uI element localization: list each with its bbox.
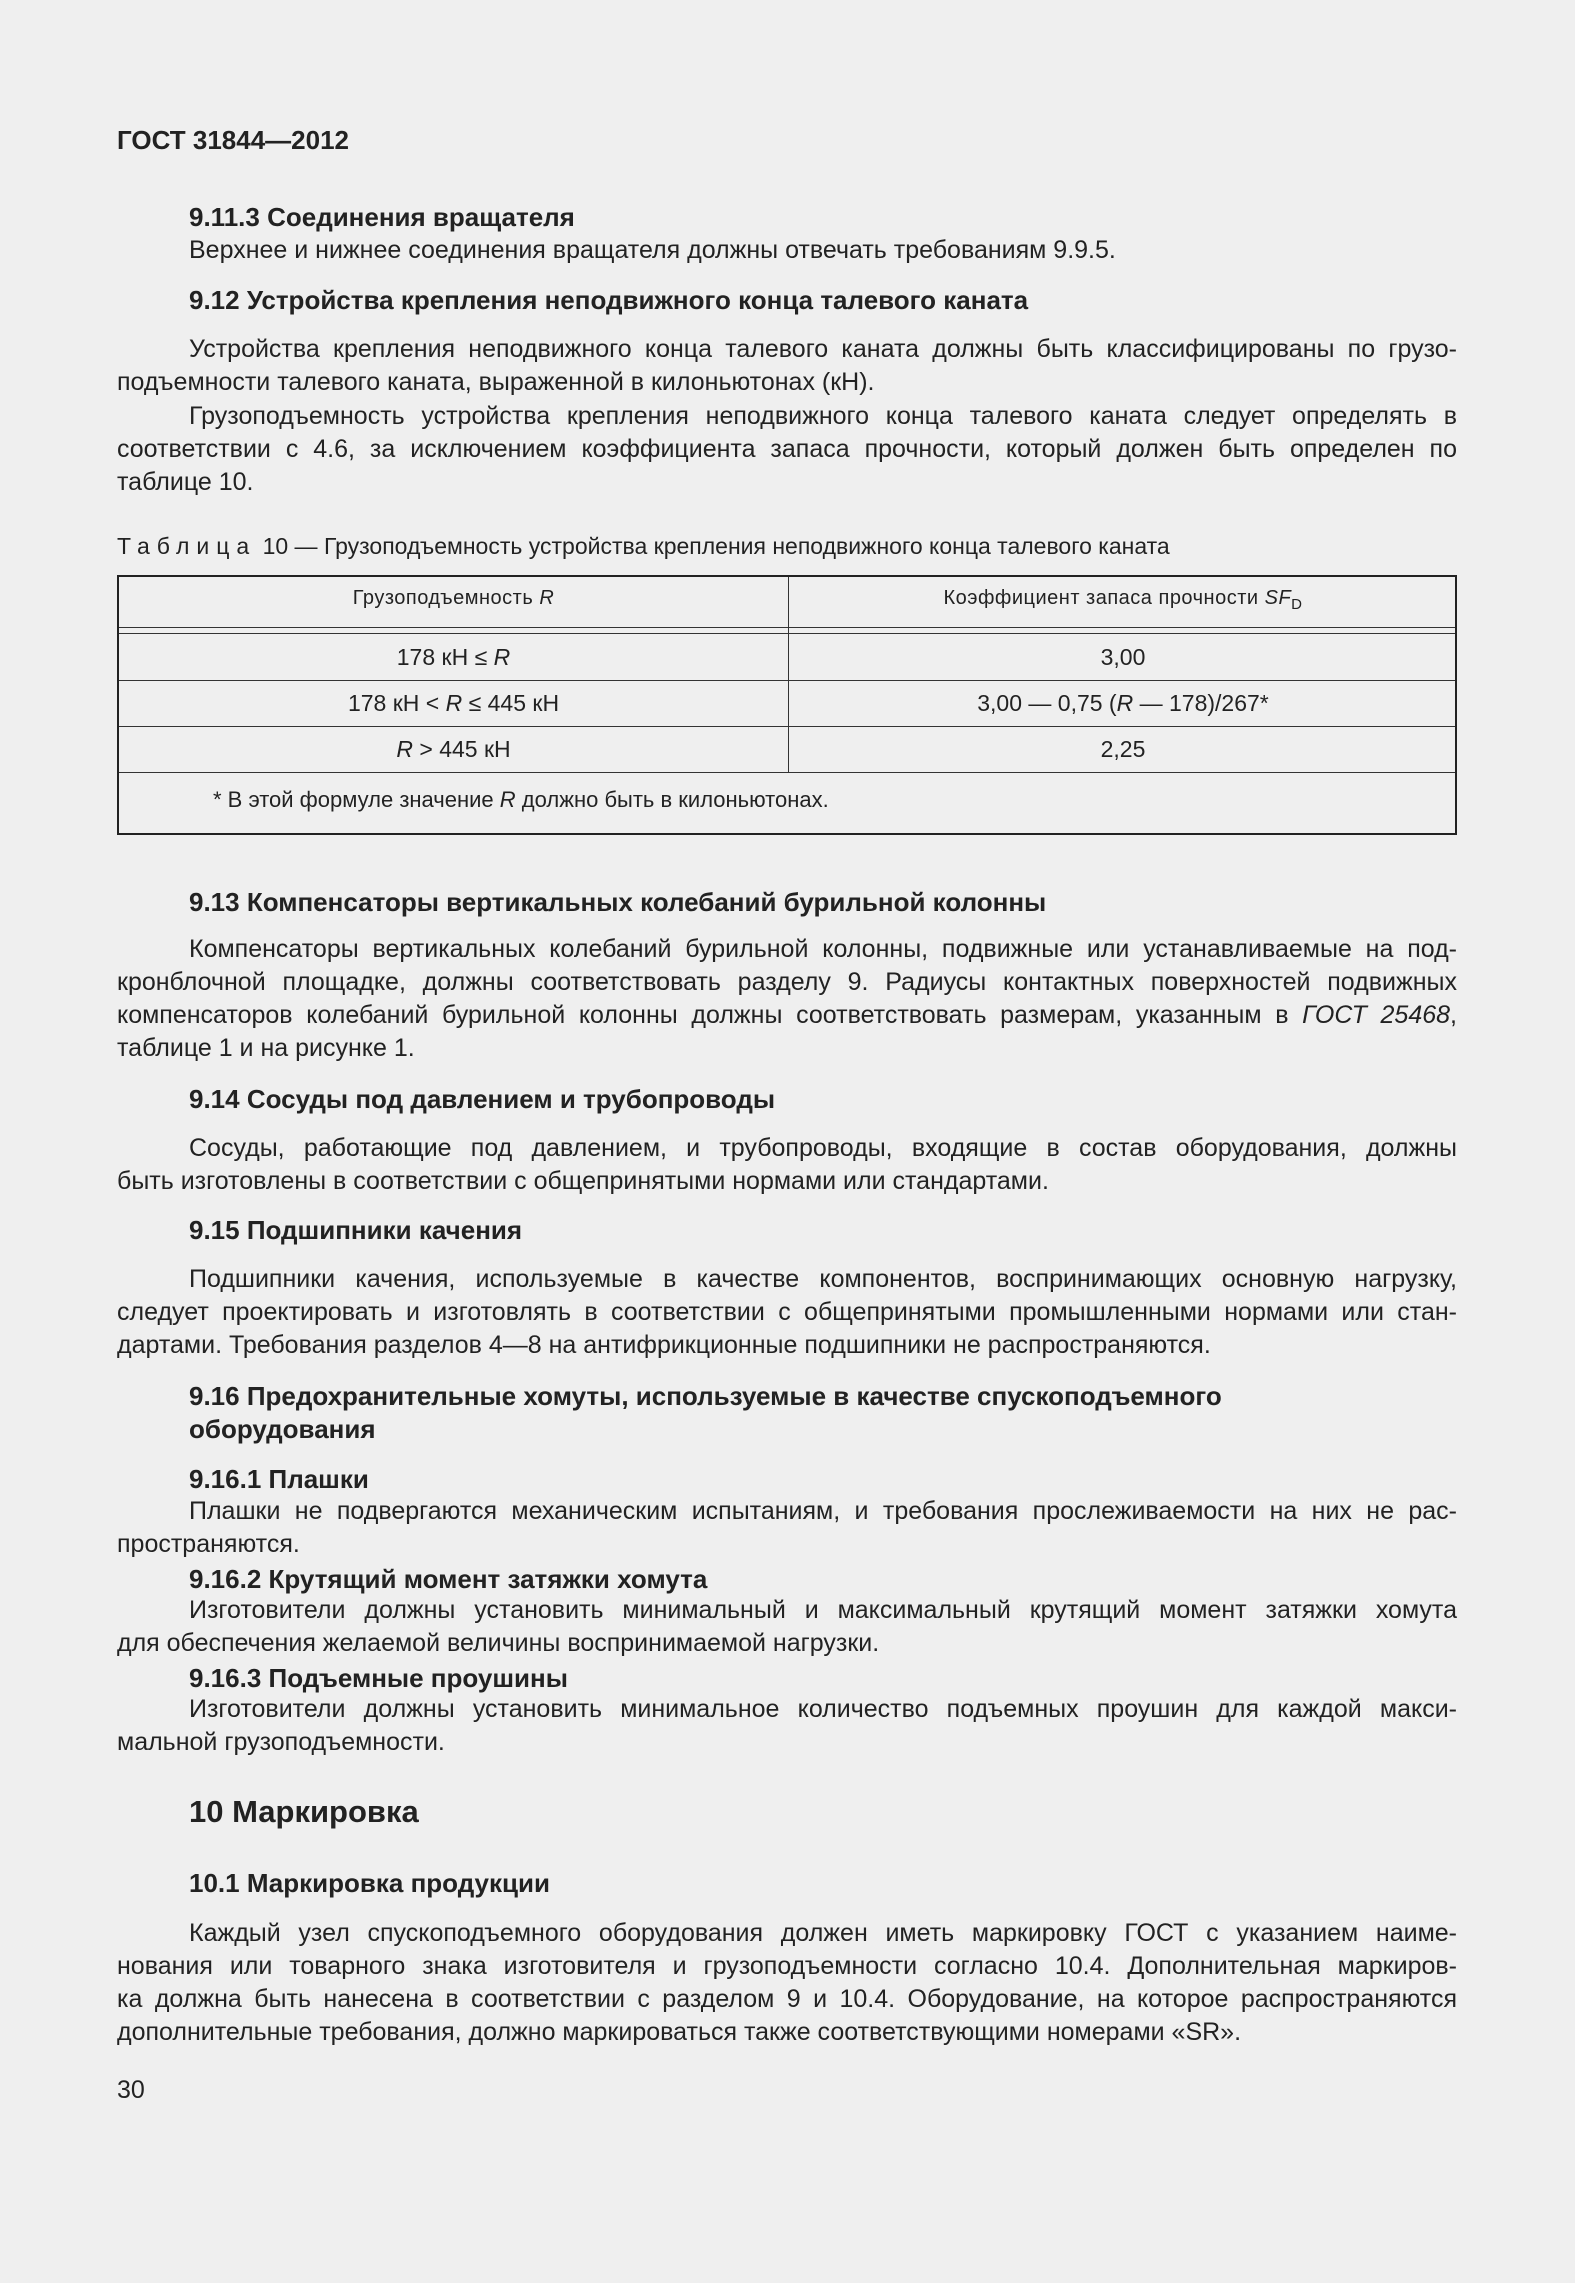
cell-text: — 178)/267* [1133,690,1269,716]
heading-9-16-3: 9.16.3 Подъемные проушины [189,1663,568,1693]
table-caption-word: Таблица [117,533,257,559]
text-line: Изготовители должны установить минимальный и максимальный крутящий момент затяжки хомута [189,1596,1457,1624]
cell-var: R [396,736,413,762]
paragraph-9-16-1 [117,1495,1457,1561]
cell-text: ≤ 445 кН [462,690,560,716]
heading-9-13: 9.13 Компенсаторы вертикальных колебаний бурильной колонны [189,887,1047,917]
heading-9-15: 9.15 Подшипники качения [189,1215,523,1245]
heading-9-14: 9.14 Сосуды под давлением и трубопроводы [189,1084,776,1114]
heading-10-1: 10.1 Маркировка продукции [189,1868,550,1898]
text-line: подъемности талевого каната, выраженной в килоньютонах (кН). [117,368,875,396]
table-cell-factor-3: 2,25 [1100,736,1146,762]
text-line: нования или товарного знака изготовителя и грузоподъемности согласно 10.4. Дополнительная маркиров- [117,1952,1457,1980]
cell-text: > 445 кН [412,736,511,762]
document-code: ГОСТ 31844—2012 [117,125,349,155]
heading-9-16-1: 9.16.1 Плашки [189,1464,369,1494]
paragraph-9-16-3 [117,1693,1457,1759]
table-footnote [213,787,829,813]
text-line: таблице 10. [117,468,254,496]
cell-var: R [1116,690,1134,716]
text-line: пространяются. [117,1530,300,1558]
header-text: Коэффициент запаса прочности [943,587,1265,609]
table-divider [119,633,1455,634]
table-divider [119,726,1455,727]
header-subscript: D [1291,596,1303,613]
text-line: соответствии с 4.6, за исключением коэффициента запаса прочности, который должен быть определен по [117,435,1457,463]
text-line: дополнительные требования, должно маркироваться также соответствующими номерами «SR». [117,2018,1242,2046]
table-divider [119,680,1455,681]
table-cell-capacity-2 [119,690,788,717]
text-line: Каждый узел спускоподъемного оборудования должен иметь маркировку ГОСТ с указанием наиме- [189,1919,1457,1947]
text-line: Сосуды, работающие под давлением, и трубопроводы, входящие в состав оборудования, должны [189,1134,1457,1162]
table-cell-capacity-1 [119,644,788,671]
cell-text: 178 кН < [347,690,446,716]
text-line [117,999,1457,1032]
cell-var: R [445,690,463,716]
heading-section-10: 10 Маркировка [189,1794,419,1829]
paragraph-10-1 [117,1917,1457,2049]
text-line: ка должна быть нанесена в соответствии с разделом 9 и 10.4. Оборудование, на которое распространяются [117,1985,1457,2013]
cell-var: R [493,644,511,670]
table-header-capacity [119,587,788,610]
paragraph-9-11-3: Верхнее и нижнее соединения вращателя должны отвечать требованиям 9.9.5. [189,236,1116,264]
text-line: Устройства крепления неподвижного конца талевого каната должны быть классифицированы по грузо- [189,335,1457,363]
standard-reference: ГОСТ 25468 [1302,1001,1451,1029]
heading-9-16 [189,1380,1222,1446]
paragraph-9-16-2 [117,1594,1457,1660]
text-line: Грузоподъемность устройства крепления неподвижного конца талевого каната следует определять в [189,402,1457,430]
footnote-text: * В этой формуле значение [213,787,500,812]
header-text: Грузоподъемность [352,587,540,609]
cell-text: 178 кН ≤ [396,644,494,670]
footnote-text: должно быть в килоньютонах. [515,787,829,812]
text-line: Подшипники качения, используемые в качестве компонентов, воспринимающих основную нагрузку, [189,1265,1457,1293]
text-line: Компенсаторы вертикальных колебаний бурильной колонны, подвижные или устанавливаемые на под- [189,935,1457,963]
table-divider [119,627,1455,628]
paragraph-9-14 [117,1132,1457,1198]
text-line: дартами. Требования разделов 4—8 на антифрикционные подшипники не распространяются. [117,1331,1211,1359]
text-line: для обеспечения желаемой величины воспринимаемой нагрузки. [117,1629,880,1657]
page-number: 30 [117,2076,145,2104]
heading-9-12: 9.12 Устройства крепления неподвижного конца талевого каната [189,285,1029,315]
table-header-safety-factor [789,587,1457,613]
header-var: SF [1264,587,1292,609]
text-line: быть изготовлены в соответствии с общепринятыми нормами или стандартами. [117,1167,1049,1195]
footnote-var: R [499,787,516,812]
table-cell-factor-1: 3,00 [1100,644,1146,670]
table-cell-factor-2 [789,690,1457,717]
text-span: компенсаторов колебаний бурильной колонны должны соответствовать размерам, указанным в [117,1001,1303,1029]
paragraph-9-12-2 [117,400,1457,499]
heading-line: оборудования [189,1414,376,1444]
text-line: следует проектировать и изготовлять в соответствии с общепринятыми промышленными нормами или стан- [117,1298,1457,1326]
table-cell-capacity-3 [119,736,788,763]
table-caption-text: 10 — Грузоподъемность устройства крепления неподвижного конца талевого каната [262,533,1170,559]
text-line: кронблочной площадке, должны соответствовать разделу 9. Радиусы контактных поверхностей подвижных [117,968,1457,996]
text-line: таблице 1 и на рисунке 1. [117,1034,415,1062]
table-caption [117,533,1170,560]
text-line: Плашки не подвергаются механическим испытаниям, и требования прослеживаемости на них не рас- [189,1497,1457,1525]
header-var: R [539,587,555,609]
table-10 [117,575,1457,835]
paragraph-9-15 [117,1263,1457,1362]
text-line: мальной грузоподъемности. [117,1728,445,1756]
heading-9-16-2: 9.16.2 Крутящий момент затяжки хомута [189,1564,708,1594]
table-divider [119,772,1455,773]
heading-9-11-3: 9.11.3 Соединения вращателя [189,202,575,232]
cell-text: 3,00 — 0,75 ( [977,690,1117,716]
text-span: , [1450,1001,1457,1029]
paragraph-9-13 [117,933,1457,1065]
heading-line: 9.16 Предохранительные хомуты, используемые в качестве спускоподъемного [189,1381,1222,1411]
text-line: Изготовители должны установить минимальное количество подъемных проушин для каждой макси- [189,1695,1457,1723]
paragraph-9-12-1 [117,333,1457,399]
